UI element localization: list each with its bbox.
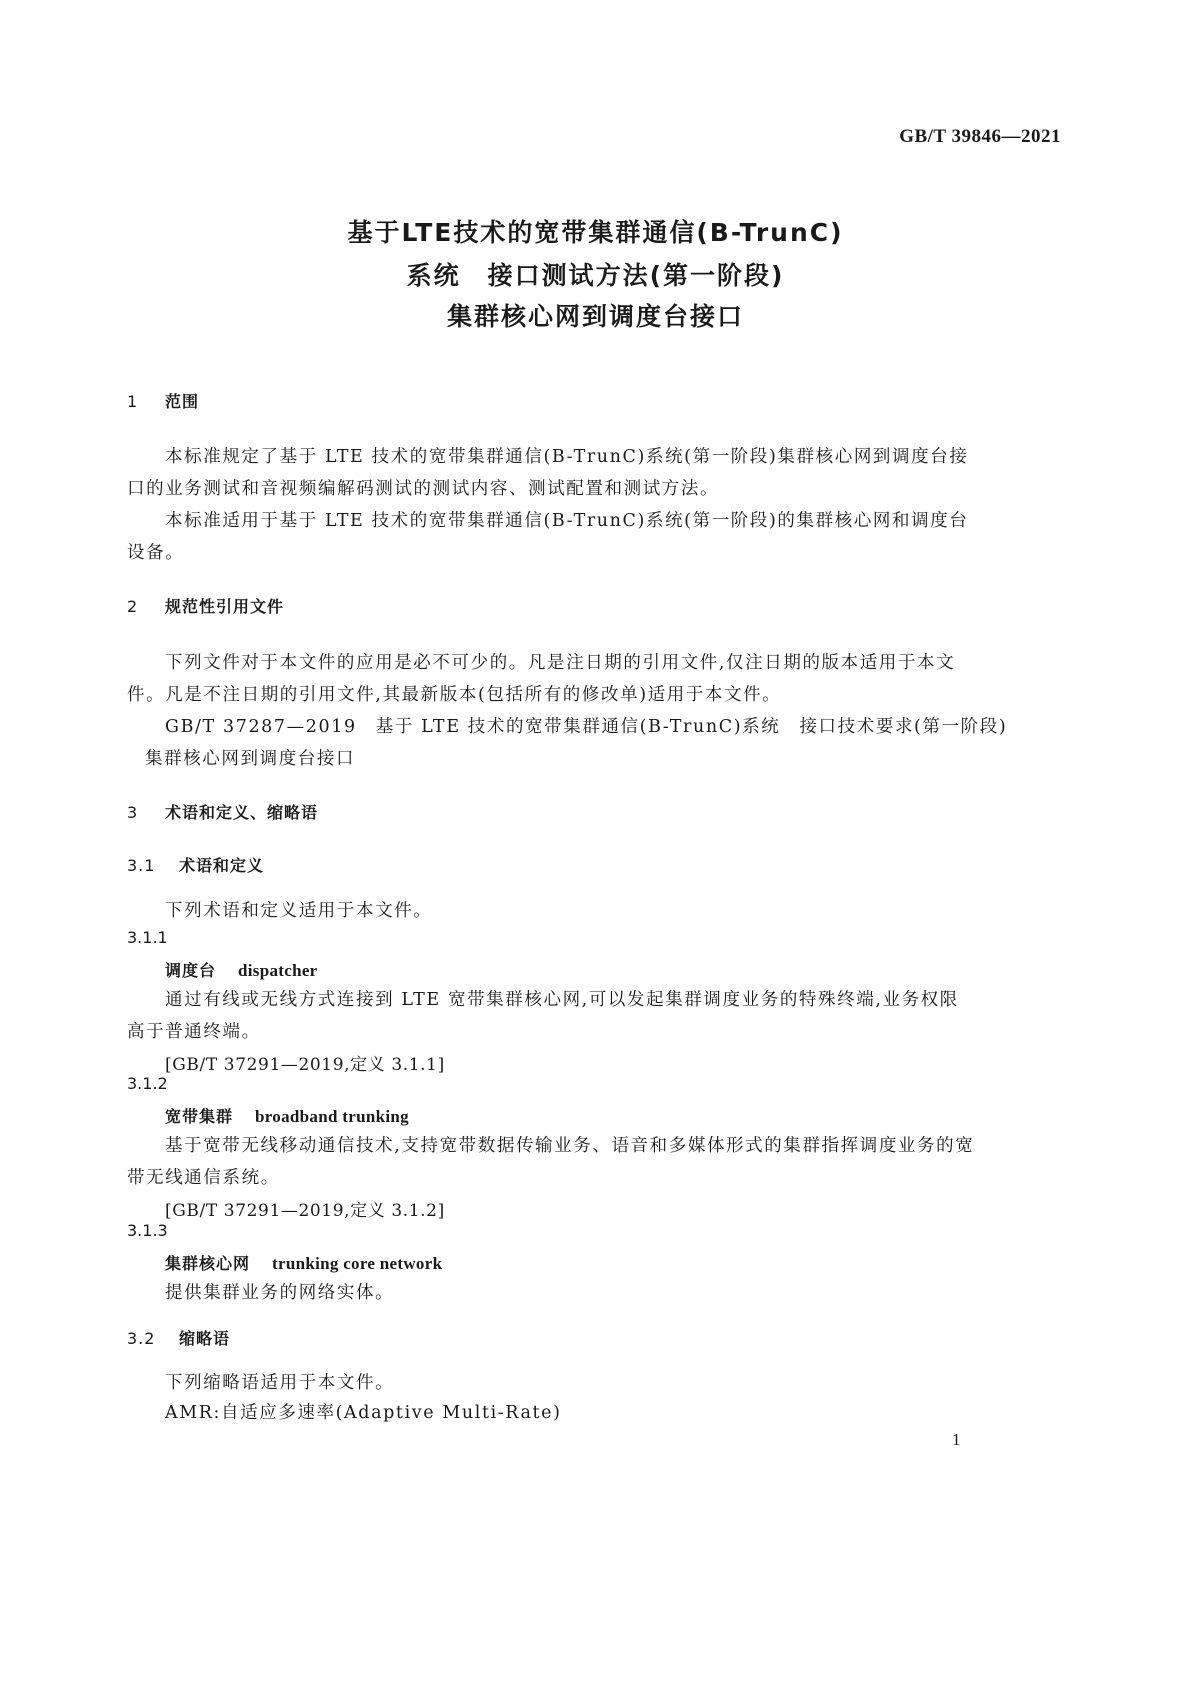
- term-en: broadband trunking: [255, 1107, 409, 1126]
- section-3-2-heading: [127, 1326, 230, 1349]
- paragraph: 下列术语和定义适用于本文件。: [165, 901, 433, 921]
- paragraph: 口的业务测试和音视频编解码测试的测试内容、测试配置和测试方法。: [127, 479, 720, 499]
- term-heading: [165, 1104, 409, 1127]
- abbreviation-entry: AMR:自适应多速率(Adaptive Multi-Rate): [165, 1403, 562, 1423]
- title-line-3: 集群核心网到调度台接口: [446, 302, 744, 331]
- standard-code: GB/T 39846—2021: [899, 126, 1061, 147]
- section-2-heading: [127, 594, 284, 617]
- term-definition: 通过有线或无线方式连接到 LTE 宽带集群核心网,可以发起集群调度业务的特殊终端,业务权限: [165, 990, 959, 1010]
- section-title: 术语和定义、缩略语: [165, 803, 319, 822]
- section-title: 范围: [165, 392, 200, 411]
- paragraph: 件。凡是不注日期的引用文件,其最新版本(包括所有的修改单)适用于本文件。: [127, 685, 782, 705]
- section-title: 术语和定义: [179, 856, 265, 875]
- paragraph: 下列缩略语适用于本文件。: [165, 1373, 395, 1393]
- term-definition: 高于普通终端。: [127, 1022, 261, 1042]
- term-definition: 带无线通信系统。: [127, 1168, 280, 1188]
- paragraph: 下列文件对于本文件的应用是必不可少的。凡是注日期的引用文件,仅注日期的版本适用于本文: [165, 653, 956, 673]
- paragraph: 设备。: [127, 543, 185, 563]
- paragraph: 本标准规定了基于 LTE 技术的宽带集群通信(B-TrunC)系统(第一阶段)集群核心网到调度台接: [165, 447, 969, 467]
- term-en: dispatcher: [238, 961, 318, 980]
- section-title: 缩略语: [179, 1329, 231, 1348]
- section-3-heading: [127, 800, 318, 823]
- section-number: 3: [127, 803, 139, 822]
- title-line-2: 系统 接口测试方法(第一阶段): [406, 261, 785, 290]
- term-source: [GB/T 37291—2019,定义 3.1.2]: [165, 1201, 445, 1221]
- term-source: [GB/T 37291—2019,定义 3.1.1]: [165, 1055, 445, 1075]
- term-number: 3.1.3: [127, 1221, 168, 1240]
- paragraph: 本标准适用于基于 LTE 技术的宽带集群通信(B-TrunC)系统(第一阶段)的集群核心网和调度台: [165, 511, 969, 531]
- normative-reference-continued: 集群核心网到调度台接口: [145, 749, 356, 769]
- term-heading: [165, 958, 318, 981]
- normative-reference: GB/T 37287—2019 基于 LTE 技术的宽带集群通信(B-TrunC)系统 接口技术要求(第一阶段): [165, 717, 1008, 737]
- term-en: trunking core network: [272, 1254, 443, 1273]
- title-line-1: 基于LTE技术的宽带集群通信(B-TrunC): [347, 218, 844, 247]
- section-number: 2: [127, 597, 139, 616]
- page-number: 1: [952, 1430, 961, 1449]
- term-heading: [165, 1251, 442, 1274]
- term-zh: 调度台: [165, 961, 217, 980]
- term-zh: 宽带集群: [165, 1107, 234, 1126]
- term-number: 3.1.2: [127, 1074, 168, 1093]
- section-title: 规范性引用文件: [165, 597, 285, 616]
- section-3-1-heading: [127, 853, 264, 876]
- term-zh: 集群核心网: [165, 1254, 251, 1273]
- section-number: 3.2: [127, 1329, 156, 1348]
- term-definition: 基于宽带无线移动通信技术,支持宽带数据传输业务、语音和多媒体形式的集群指挥调度业务的宽: [165, 1136, 975, 1156]
- term-number: 3.1.1: [127, 928, 168, 947]
- section-1-heading: [127, 389, 199, 412]
- section-number: 1: [127, 392, 139, 411]
- section-number: 3.1: [127, 856, 156, 875]
- term-definition: 提供集群业务的网络实体。: [165, 1283, 395, 1303]
